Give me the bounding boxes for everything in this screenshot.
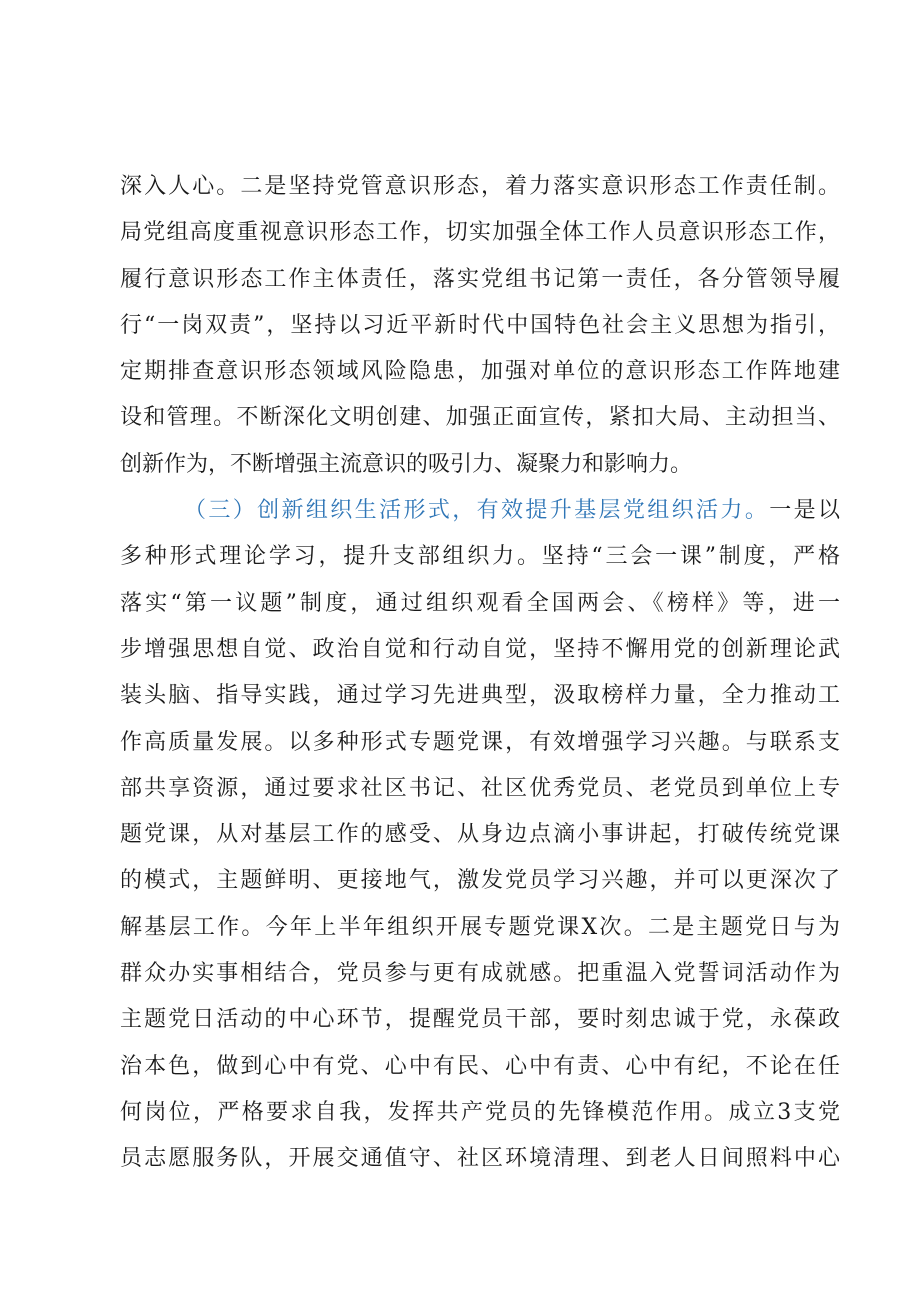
text-line: 装头脑、指导实践，通过学习先进典型，汲取榜样力量，全力推动工 bbox=[120, 683, 840, 709]
text-line: 治本色，做到心中有党、心中有民、心中有责、心中有纪，不论在任 bbox=[120, 1053, 840, 1079]
text-line: 何岗位，严格要求自我，发挥共产党员的先锋模范作用。成立3支党 bbox=[120, 1099, 840, 1125]
text-line: 多种形式理论学习，提升支部组织力。坚持“三会一课”制度，严格 bbox=[120, 544, 840, 570]
text-line: 作高质量发展。以多种形式专题党课，有效增强学习兴趣。与联系支 bbox=[120, 729, 840, 755]
section-heading: （三）创新组织生活形式，有效提升基层党组织活力。 bbox=[184, 498, 770, 524]
text-line: 题党课，从对基层工作的感受、从身边点滴小事讲起，打破传统党课 bbox=[120, 822, 840, 848]
text-line: 定期排查意识形态领域风险隐患，加强对单位的意识形态工作阵地建 bbox=[120, 359, 840, 385]
text-line: 创新作为，不断增强主流意识的吸引力、凝聚力和影响力。 bbox=[120, 451, 693, 477]
text-line: 设和管理。不断深化文明创建、加强正面宣传，紧扣大局、主动担当、 bbox=[120, 405, 840, 431]
text-line: 落实“第一议题”制度，通过组织观看全国两会、《榜样》等，进一 bbox=[120, 590, 840, 616]
text-line: 步增强思想自觉、政治自觉和行动自觉，坚持不懈用党的创新理论武 bbox=[120, 636, 840, 662]
text-line: 解基层工作。今年上半年组织开展专题党课X次。二是主题党日与为 bbox=[120, 914, 840, 940]
text-line: 部共享资源，通过要求社区书记、社区优秀党员、老党员到单位上专 bbox=[120, 775, 840, 801]
text-line: 深入人心。二是坚持党管意识形态，着力落实意识形态工作责任制。 bbox=[120, 174, 840, 199]
section-heading-rest: 一是以 bbox=[769, 498, 840, 524]
text-line: 员志愿服务队，开展交通值守、社区环境清理、到老人日间照料中心 bbox=[120, 1146, 840, 1172]
text-line: 主题党日活动的中心环节，提醒党员干部，要时刻忠诚于党，永葆政 bbox=[120, 1007, 840, 1033]
text-line: 履行意识形态工作主体责任，落实党组书记第一责任，各分管领导履 bbox=[120, 266, 840, 292]
text-line: 的模式，主题鲜明、更接地气，激发党员学习兴趣，并可以更深次了 bbox=[120, 868, 840, 894]
body-text bbox=[120, 172, 840, 1191]
section-heading-line bbox=[120, 496, 840, 542]
text-line: 行“一岗双责”，坚持以习近平新时代中国特色社会主义思想为指引， bbox=[120, 312, 840, 338]
text-line: 局党组高度重视意识形态工作，切实加强全体工作人员意识形态工作， bbox=[120, 220, 840, 246]
text-line: 群众办实事相结合，党员参与更有成就感。把重温入党誓词活动作为 bbox=[120, 961, 840, 987]
